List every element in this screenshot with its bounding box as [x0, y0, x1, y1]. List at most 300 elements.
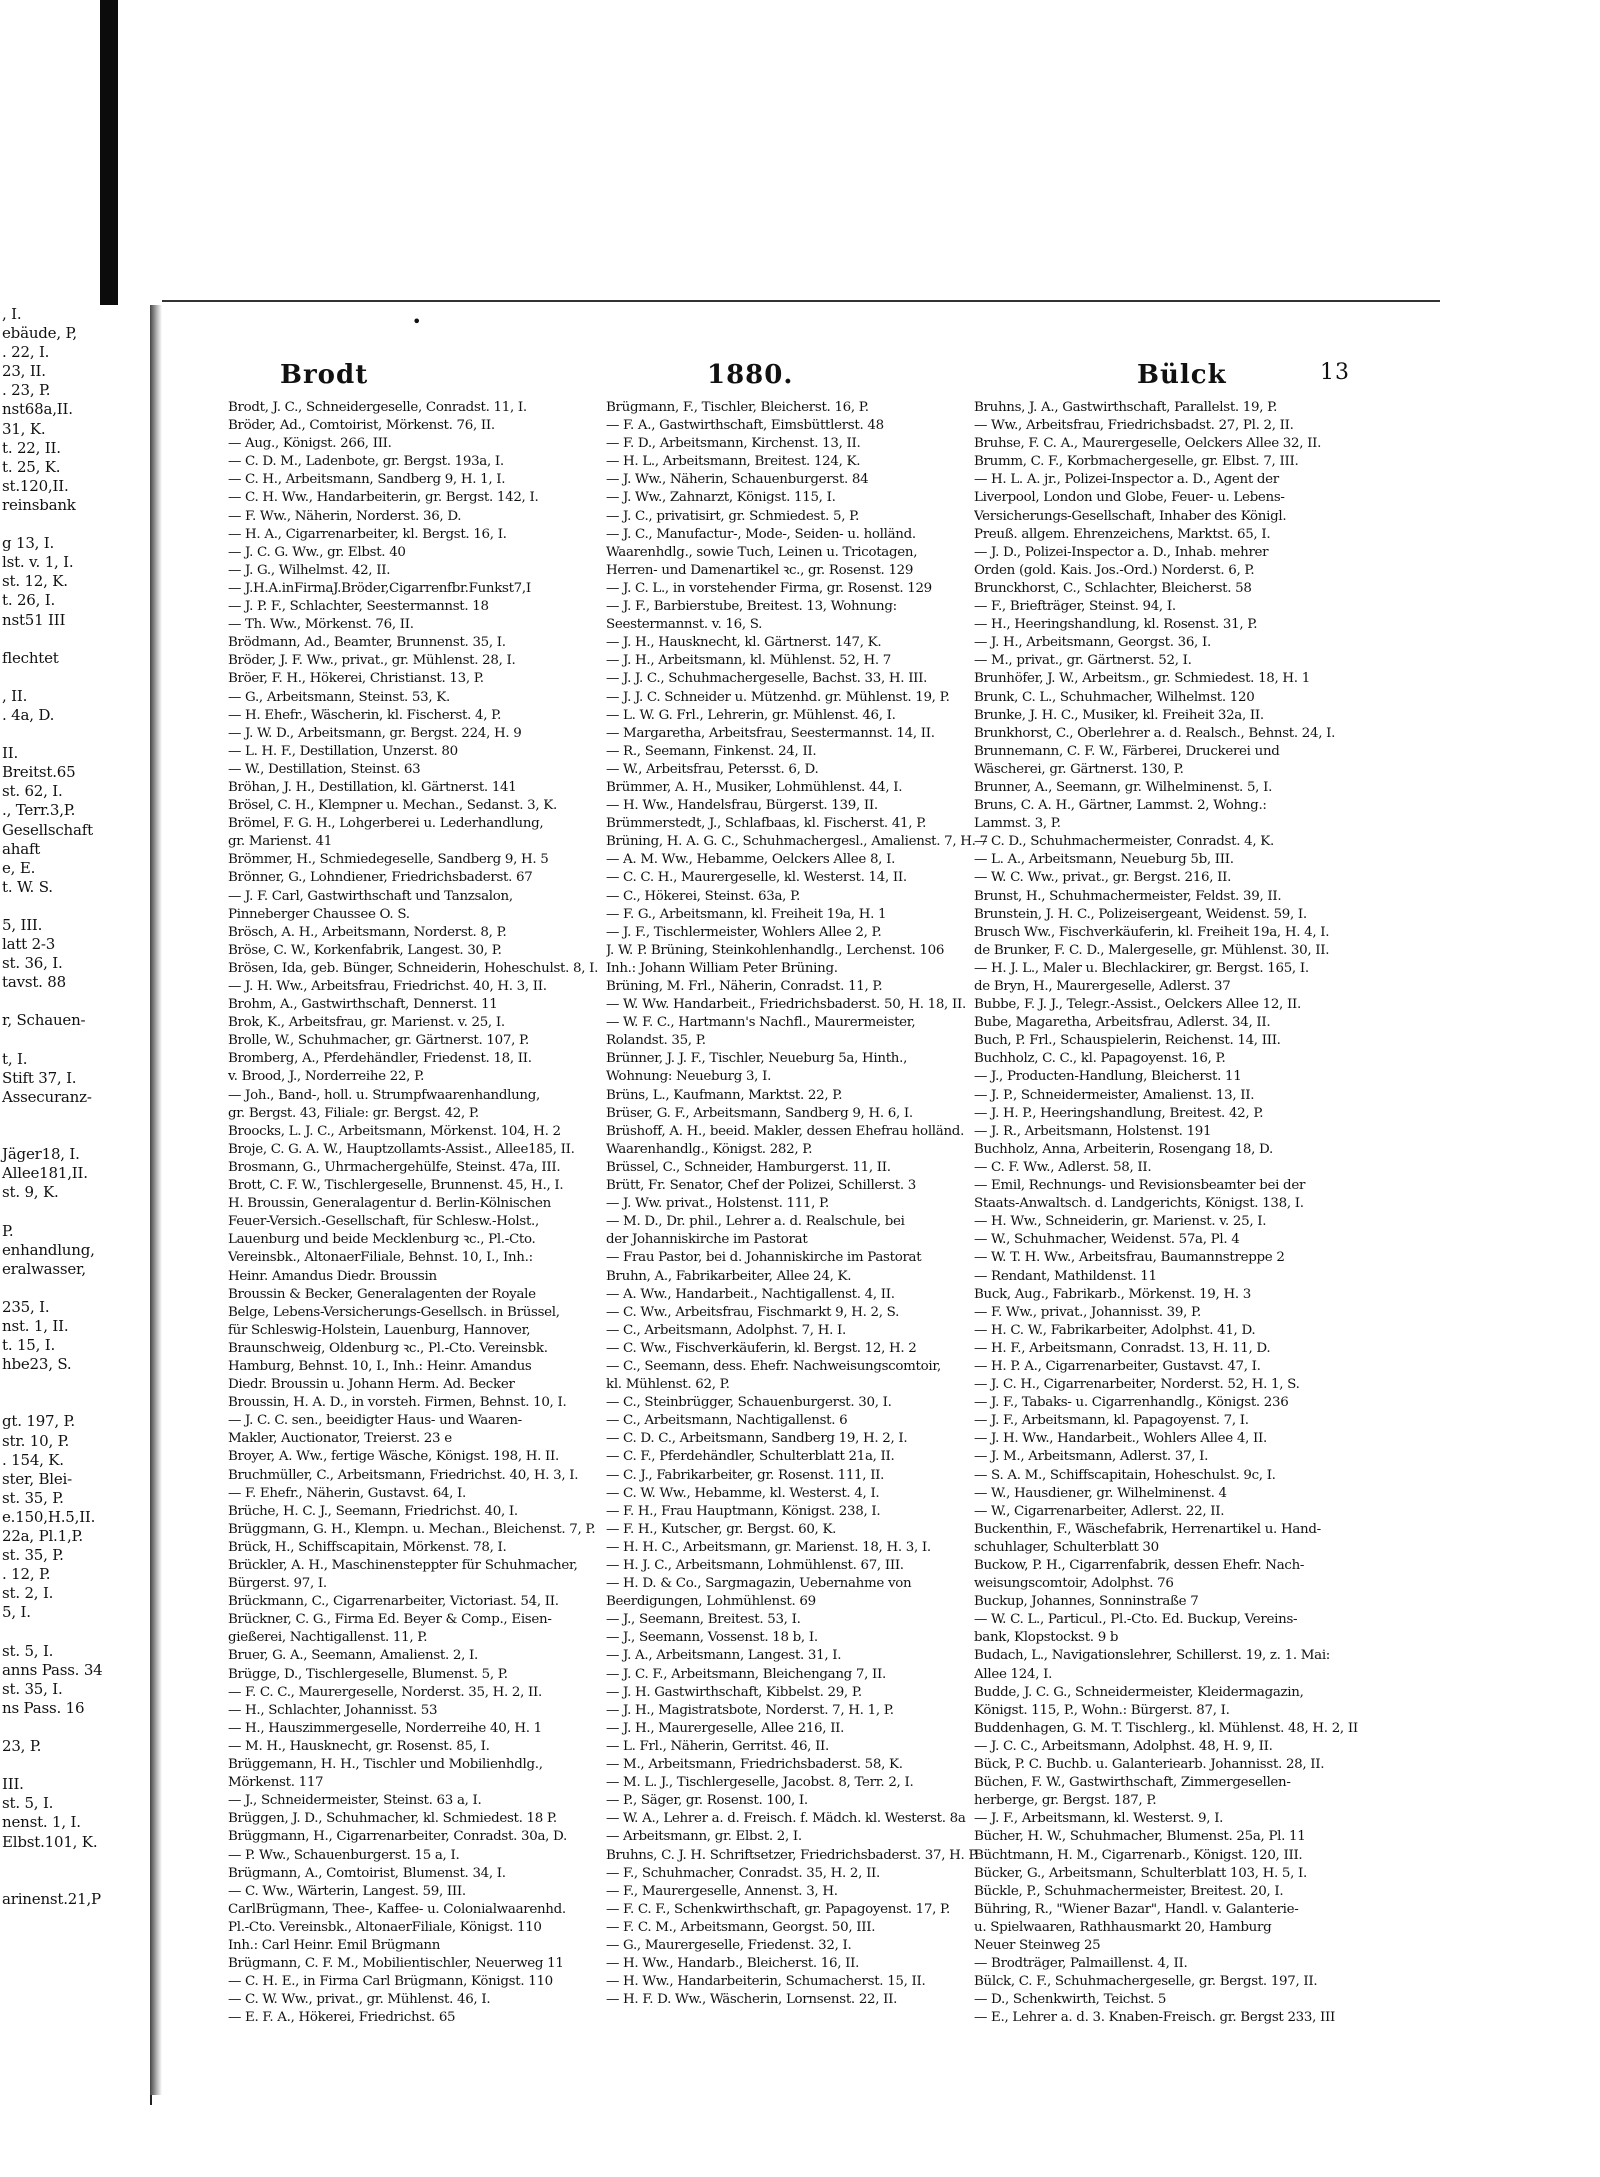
directory-entry: — Aug., Königst. 266, III. — [228, 436, 392, 452]
left-page-text-fragment: eralwasser, — [2, 1259, 86, 1278]
directory-entry: Bruhn, A., Fabrikarbeiter, Allee 24, K. — [606, 1268, 852, 1284]
directory-entry: — J. J. C. Schneider u. Mützenhd. gr. Mühlenst. 19, P. — [606, 689, 950, 705]
left-page-text-fragment: st. 9, K. — [2, 1183, 59, 1202]
directory-entry: Brügge, D., Tischlergeselle, Blumenst. 5, P. — [228, 1666, 508, 1682]
left-page-text-fragment: 31, K. — [2, 419, 46, 438]
directory-entry: — C., Hökerei, Steinst. 63a, P. — [606, 888, 801, 904]
directory-entry: weisungscomtoir, Adolphst. 76 — [974, 1576, 1174, 1592]
directory-entry: Seestermannst. v. 16, S. — [606, 617, 763, 633]
column-1 — [228, 399, 620, 2027]
directory-entry: Brödmann, Ad., Beamter, Brunnenst. 35, I. — [228, 635, 506, 651]
directory-entry: — C. D. C., Arbeitsmann, Sandberg 19, H. 2, I. — [606, 1431, 908, 1447]
directory-entry: — J. C. C. sen., beeidigter Haus- und Waaren- — [228, 1413, 522, 1429]
directory-entry: Brunst, H., Schuhmachermeister, Feldst. 39, II. — [974, 888, 1282, 904]
directory-entry: Waarenhandlg., Königst. 282, P. — [606, 1141, 813, 1157]
left-page-text-fragment: st. 35, I. — [2, 1679, 63, 1698]
directory-entry: Brüshoff, A. H., beeid. Makler, dessen Ehefrau holländ. — [606, 1123, 965, 1139]
left-page-text-fragment: st. 2, I. — [2, 1584, 54, 1603]
directory-entry: für Schleswig-Holstein, Lauenburg, Hannover, — [228, 1322, 531, 1338]
directory-entry: — J. P. F., Schlachter, Seestermannst. 18 — [228, 599, 489, 615]
directory-entry: Beerdigungen, Lohmühlenst. 69 — [606, 1594, 816, 1610]
left-page-text-fragment: Breitst.65 — [2, 763, 76, 782]
left-page-fragment — [0, 305, 152, 2105]
directory-entry: — Arbeitsmann, gr. Elbst. 2, I. — [606, 1829, 802, 1845]
directory-entry: — J. Ww. privat., Holstenst. 111, P. — [606, 1196, 830, 1212]
directory-entry: Bück, P. C. Buchb. u. Galanteriearb. Johannisst. 28, II. — [974, 1757, 1325, 1773]
directory-entry: — J. A., Arbeitsmann, Langest. 31, I. — [606, 1648, 842, 1664]
left-page-text-fragment: st. 35, P. — [2, 1488, 64, 1507]
directory-entry: Inh.: Johann William Peter Brüning. — [606, 960, 838, 976]
directory-entry: Staats-Anwaltsch. d. Landgerichts, Königst. 138, I. — [974, 1196, 1304, 1212]
directory-entry: — C. W. Ww., privat., gr. Mühlenst. 46, I. — [228, 1992, 491, 2008]
directory-entry: Brösen, Ida, geb. Bünger, Schneiderin, Hoheschulst. 8, I. — [228, 960, 599, 976]
left-page-text-fragment: st. 5, I. — [2, 1641, 54, 1660]
directory-entry: Brunstein, J. H. C., Polizeisergeant, Weidenst. 59, I. — [974, 906, 1307, 922]
directory-entry: bank, Klopstockst. 9 b — [974, 1630, 1119, 1646]
directory-entry: — J. C. H., Cigarrenarbeiter, Norderst. 52, H. 1, S. — [974, 1377, 1300, 1393]
directory-entry: — H. F., Arbeitsmann, Conradst. 13, H. 11, D. — [974, 1340, 1271, 1356]
left-page-text-fragment: e.150,H.5,II. — [2, 1507, 96, 1526]
binding-edge — [100, 0, 118, 310]
directory-entry: Bruhns, J. A., Gastwirthschaft, Parallelst. 19, P. — [974, 400, 1278, 415]
left-page-text-fragment: st. 12, K. — [2, 572, 68, 591]
directory-entry: — W. T. H. Ww., Arbeitsfrau, Baumannstreppe 2 — [974, 1250, 1285, 1266]
directory-entry: — H., Heeringshandlung, kl. Rosenst. 31, P. — [974, 617, 1258, 633]
directory-entry: gr. Marienst. 41 — [228, 834, 332, 850]
directory-entry: herberge, gr. Bergst. 187, P. — [974, 1793, 1157, 1809]
directory-entry: — C. D., Schuhmachermeister, Conradst. 4, K. — [974, 834, 1274, 850]
left-page-text-fragment — [0, 1279, 150, 1298]
directory-entry: Brösel, C. H., Klempner u. Mechan., Sedanst. 3, K. — [228, 798, 557, 814]
left-page-text-fragment: st.120,II. — [2, 476, 69, 495]
directory-entry: — J. H., Maurergeselle, Allee 216, II. — [606, 1720, 845, 1736]
directory-entry: — W. C. L., Particul., Pl.-Cto. Ed. Buckup, Vereins- — [974, 1612, 1298, 1628]
directory-entry: Pl.-Cto. Vereinsbk., AltonaerFiliale, Königst. 110 — [228, 1919, 542, 1935]
directory-entry: — Rendant, Mathildenst. 11 — [974, 1268, 1157, 1284]
directory-entry: Büchen, F. W., Gastwirthschaft, Zimmergesellen- — [974, 1775, 1291, 1791]
directory-entry: Brüche, H. C. J., Seemann, Friedrichst. 40, I. — [228, 1503, 518, 1519]
directory-entry: — W., Destillation, Steinst. 63 — [228, 761, 421, 777]
directory-entry: — G., Arbeitsmann, Steinst. 53, K. — [228, 689, 450, 705]
left-page-text-fragment — [0, 897, 150, 916]
left-page-text-fragment — [0, 1622, 150, 1641]
directory-entry: — F. G., Arbeitsmann, kl. Freiheit 19a, H. 1 — [606, 906, 887, 922]
directory-entry: Bromberg, A., Pferdehändler, Friedenst. 18, II. — [228, 1051, 532, 1067]
directory-entry: — J. H., Magistratsbote, Norderst. 7, H. 1, P. — [606, 1702, 894, 1718]
directory-entry: — J. P., Schneidermeister, Amalienst. 13, II. — [974, 1087, 1255, 1103]
left-page-text-fragment: t. 26, I. — [2, 591, 56, 610]
directory-entry: Brömel, F. G. H., Lohgerberei u. Lederhandlung, — [228, 816, 544, 832]
directory-entry: Brüggen, J. D., Schuhmacher, kl. Schmiedest. 18 P. — [228, 1811, 557, 1827]
directory-entry: Bubbe, F. J. J., Telegr.-Assist., Oelckers Allee 12, II. — [974, 997, 1301, 1013]
directory-entry: H. Broussin, Generalagentur d. Berlin-Kölnischen — [228, 1196, 551, 1212]
directory-entry: — J. Ww., Zahnarzt, Königst. 115, I. — [606, 490, 836, 506]
directory-entry: Bröhan, J. H., Destillation, kl. Gärtnerst. 141 — [228, 779, 517, 795]
directory-entry: Buchholz, C. C., kl. Papagoyenst. 16, P. — [974, 1051, 1226, 1067]
directory-entry: — H. L., Arbeitsmann, Breitest. 124, K. — [606, 454, 861, 470]
directory-entry: — J. R., Arbeitsmann, Holstenst. 191 — [974, 1123, 1212, 1139]
directory-entry: — C., Steinbrügger, Schauenburgerst. 30, I. — [606, 1395, 892, 1411]
directory-entry: Brohm, A., Gastwirthschaft, Dennerst. 11 — [228, 997, 498, 1013]
directory-entry: — J. G., Wilhelmst. 42, II. — [228, 562, 391, 578]
directory-entry: Brückner, C. G., Firma Ed. Beyer & Comp., Eisen- — [228, 1612, 552, 1628]
page-mark: • — [412, 312, 422, 331]
directory-entry: — H. C. W., Fabrikarbeiter, Adolphst. 41, D. — [974, 1322, 1256, 1338]
left-page-text-fragment: . 22, I. — [2, 343, 50, 362]
directory-entry: — J. H., Arbeitsmann, kl. Mühlenst. 52, H. 7 — [606, 653, 892, 669]
directory-entry: Brüggmann, G. H., Klempn. u. Mechan., Bleichenst. 7, P. — [228, 1521, 596, 1537]
left-page-text-fragment: t, I. — [2, 1049, 28, 1068]
directory-entry: Lammst. 3, P. — [974, 816, 1061, 832]
left-page-text-fragment: hbe23, S. — [2, 1355, 72, 1374]
directory-entry: Budde, J. C. G., Schneidermeister, Kleidermagazin, — [974, 1684, 1304, 1700]
directory-entry: — W., Arbeitsfrau, Petersst. 6, D. — [606, 761, 819, 777]
left-page-text-fragment: t. 22, II. — [2, 438, 61, 457]
left-page-text-fragment: Stift 37, I. — [2, 1068, 77, 1087]
directory-entry: — F. Ehefr., Näherin, Gustavst. 64, I. — [228, 1485, 466, 1501]
directory-entry: — F. C. M., Arbeitsmann, Georgst. 50, III. — [606, 1919, 876, 1935]
directory-entry: — P. Ww., Schauenburgerst. 15 a, I. — [228, 1847, 460, 1863]
left-page-text-fragment: lst. v. 1, I. — [2, 553, 74, 572]
directory-entry: — A. M. Ww., Hebamme, Oelckers Allee 8, I. — [606, 852, 896, 868]
directory-entry: Bückle, P., Schuhmachermeister, Breitest. 20, I. — [974, 1883, 1284, 1899]
directory-entry: — H. J. L., Maler u. Blechlackirer, gr. Bergst. 165, I. — [974, 960, 1309, 976]
directory-entry: Brunnemann, C. F. W., Färberei, Druckerei und — [974, 743, 1280, 759]
directory-entry: Makler, Auctionator, Treierst. 23 e — [228, 1431, 452, 1447]
directory-entry: — L. W. G. Frl., Lehrerin, gr. Mühlenst. 46, I. — [606, 707, 896, 723]
left-page-text-fragment: , II. — [2, 686, 28, 705]
left-page-text-fragment: arinenst.21,P — [2, 1889, 101, 1908]
directory-entry: — F., Maurergeselle, Annenst. 3, H. — [606, 1883, 838, 1899]
left-page-text-fragment: gt. 197, P. — [2, 1412, 75, 1431]
left-page-text-fragment: st. 62, I. — [2, 782, 63, 801]
directory-entry: Broussin, H. A. D., in vorsteh. Firmen, Behnst. 10, I. — [228, 1395, 567, 1411]
left-page-text-fragment — [0, 630, 150, 649]
directory-entry: — J. D., Polizei-Inspector a. D., Inhab. mehrer — [974, 544, 1269, 560]
directory-entry: Bücher, H. W., Schuhmacher, Blumenst. 25a, Pl. 11 — [974, 1829, 1306, 1845]
left-page-text-fragment: . 154, K. — [2, 1450, 64, 1469]
directory-entry: — H. A., Cigarrenarbeiter, kl. Bergst. 16, I. — [228, 526, 507, 542]
directory-entry: Rolandst. 35, P. — [606, 1033, 706, 1049]
directory-entry: — H., Hauszimmergeselle, Norderreihe 40, H. 1 — [228, 1720, 542, 1736]
directory-entry: Bruhse, F. C. A., Maurergeselle, Oelckers Allee 32, II. — [974, 436, 1322, 452]
directory-entry: Buchholz, Anna, Arbeiterin, Rosengang 18, D. — [974, 1141, 1273, 1157]
left-page-text-fragment: t. 15, I. — [2, 1336, 56, 1355]
directory-entry: — J. C., privatisirt, gr. Schmiedest. 5, P. — [606, 508, 860, 524]
directory-entry: Brott, C. F. W., Tischlergeselle, Brunnenst. 45, H., I. — [228, 1178, 564, 1194]
directory-entry: — D., Schenkwirth, Teichst. 5 — [974, 1992, 1167, 2008]
column-3 — [974, 399, 1396, 2027]
left-page-text-fragment: , I. — [2, 305, 22, 323]
directory-entry: — C. Ww., Arbeitsfrau, Fischmarkt 9, H. 2, S. — [606, 1304, 900, 1320]
directory-entry: Brügmann, F., Tischler, Bleicherst. 16, P. — [606, 400, 869, 415]
column-2 — [606, 399, 998, 2009]
directory-entry: — J. F., Barbierstube, Breitest. 13, Wohnung: — [606, 599, 897, 615]
left-page-text-fragment: t. 25, K. — [2, 457, 61, 476]
directory-entry: — F. H., Frau Hauptmann, Königst. 238, I. — [606, 1503, 881, 1519]
directory-page — [162, 300, 1440, 2102]
directory-entry: Brunke, J. H. C., Musiker, kl. Freiheit 32a, II. — [974, 707, 1264, 723]
directory-entry: Bruhns, C. J. H. Schriftsetzer, Friedrichsbaderst. 37, H. P. — [606, 1847, 979, 1863]
page-number: 13 — [1320, 360, 1350, 385]
directory-entry: Brumm, C. F., Korbmachergeselle, gr. Elbst. 7, III. — [974, 454, 1299, 470]
directory-entry: Buck, Aug., Fabrikarb., Mörkenst. 19, H. 3 — [974, 1286, 1251, 1302]
directory-entry: Brolle, W., Schuhmacher, gr. Gärtnerst. 107, P. — [228, 1033, 529, 1049]
left-page-text-fragment: t. W. S. — [2, 877, 53, 896]
directory-entry: Lauenburg und beide Mecklenburg ꝛc., Pl.-Cto. — [228, 1232, 536, 1248]
directory-entry: — Margaretha, Arbeitsfrau, Seestermannst. 14, II. — [606, 725, 935, 741]
directory-entry: Broussin & Becker, Generalagenten der Royale — [228, 1286, 536, 1302]
directory-entry: — Emil, Rechnungs- und Revisionsbeamter bei der — [974, 1178, 1306, 1194]
left-page-text-fragment: Allee181,II. — [2, 1164, 88, 1183]
left-page-text-fragment: Gesellschaft — [2, 820, 93, 839]
left-page-text-fragment — [0, 1031, 150, 1050]
directory-entry: Mörkenst. 117 — [228, 1775, 324, 1791]
directory-entry: — C. C. H., Maurergeselle, kl. Westerst. 14, II. — [606, 870, 907, 886]
directory-entry: — J., Schneidermeister, Steinst. 63 a, I. — [228, 1793, 482, 1809]
directory-entry: Brückmann, C., Cigarrenarbeiter, Victoriast. 54, II. — [228, 1594, 559, 1610]
directory-entry: — C., Arbeitsmann, Adolphst. 7, H. I. — [606, 1322, 846, 1338]
left-page-text-fragment: g 13, I. — [2, 534, 55, 553]
left-page-text-fragment: enhandlung, — [2, 1240, 95, 1259]
directory-entry: — J. C. C., Arbeitsmann, Adolphst. 48, H. 9, II. — [974, 1738, 1273, 1754]
directory-entry: — G., Maurergeselle, Friedenst. 32, I. — [606, 1937, 852, 1953]
directory-entry: Bröder, J. F. Ww., privat., gr. Mühlenst. 28, I. — [228, 653, 516, 669]
directory-entry: — H. Ww., Handarb., Bleicherst. 16, II. — [606, 1956, 860, 1972]
directory-entry: Brütt, Fr. Senator, Chef der Polizei, Schillerst. 3 — [606, 1178, 916, 1194]
left-page-text-fragment: ahaft — [2, 839, 41, 858]
left-page-text-fragment — [0, 1756, 150, 1775]
directory-entry: — M. L. J., Tischlergeselle, Jacobst. 8, Terr. 2, I. — [606, 1775, 914, 1791]
left-page-text-fragment — [0, 992, 150, 1011]
directory-entry: — H. Ehefr., Wäscherin, kl. Fischerst. 4, P. — [228, 707, 502, 723]
directory-entry: — H. P. A., Cigarrenarbeiter, Gustavst. 47, I. — [974, 1358, 1261, 1374]
directory-entry: Buddenhagen, G. M. T. Tischlerg., kl. Mühlenst. 48, H. 2, II — [974, 1720, 1358, 1736]
directory-entry: Brüning, H. A. G. C., Schuhmachergesl., Amalienst. 7, H. 7 — [606, 834, 988, 850]
directory-entry: — F. D., Arbeitsmann, Kirchenst. 13, II. — [606, 436, 861, 452]
directory-entry: — L. A., Arbeitsmann, Neueburg 5b, III. — [974, 852, 1234, 868]
directory-entry: — C., Seemann, dess. Ehefr. Nachweisungscomtoir, — [606, 1358, 941, 1374]
directory-entry: — C. H., Arbeitsmann, Sandberg 9, H. 1, I. — [228, 472, 506, 488]
directory-entry: — Ww., Arbeitsfrau, Friedrichsbadst. 27, Pl. 2, II. — [974, 418, 1294, 434]
directory-entry: — F. A., Gastwirthschaft, Eimsbüttlerst. 48 — [606, 418, 884, 434]
directory-entry: — H. H. C., Arbeitsmann, gr. Marienst. 18, H. 3, I. — [606, 1539, 931, 1555]
directory-entry: — C. F. Ww., Adlerst. 58, II. — [974, 1159, 1152, 1175]
left-page-text-fragment: e, E. — [2, 858, 36, 877]
directory-entry: Feuer-Versich.-Gesellschaft, für Schlesw.-Holst., — [228, 1214, 539, 1230]
directory-entry: — J. C. F., Arbeitsmann, Bleichengang 7, II. — [606, 1666, 886, 1682]
left-page-text-fragment — [0, 515, 150, 534]
left-page-text-fragment — [0, 1852, 150, 1871]
left-page-text-fragment: nst68a,II. — [2, 400, 73, 419]
directory-entry: Brosmann, G., Uhrmachergehülfe, Steinst. 47a, III. — [228, 1159, 561, 1175]
left-page-text-fragment: 22a, Pl.1,P. — [2, 1527, 83, 1545]
directory-entry: Preuß. allgem. Ehrenzeichens, Marktst. 65, I. — [974, 526, 1271, 542]
directory-entry: — H. D. & Co., Sargmagazin, Uebernahme von — [606, 1576, 912, 1592]
left-page-text-fragment — [0, 725, 150, 744]
directory-entry: — C. W. Ww., Hebamme, kl. Westerst. 4, I. — [606, 1485, 880, 1501]
directory-entry: — J. W. D., Arbeitsmann, gr. Bergst. 224, H. 9 — [228, 725, 522, 741]
left-page-text-fragment: flechtet — [2, 648, 59, 667]
directory-entry: — W., Hausdiener, gr. Wilhelminenst. 4 — [974, 1485, 1227, 1501]
directory-entry: Brünner, J. J. F., Tischler, Neueburg 5a, Hinth., — [606, 1051, 908, 1067]
directory-entry: Brunner, A., Seemann, gr. Wilhelminenst. 5, I. — [974, 779, 1273, 795]
directory-entry: — Th. Ww., Mörkenst. 76, II. — [228, 617, 414, 633]
directory-entry: — R., Seemann, Finkenst. 24, II. — [606, 743, 817, 759]
directory-entry: — F. C. C., Maurergeselle, Norderst. 35, H. 2, II. — [228, 1684, 542, 1700]
left-page-text-fragment: nst. 1, II. — [2, 1316, 69, 1335]
directory-entry: schuhlager, Schulterblatt 30 — [974, 1539, 1159, 1555]
directory-entry: Diedr. Broussin u. Johann Herm. Ad. Becker — [228, 1377, 515, 1393]
directory-entry: — Joh., Band-, holl. u. Strumpfwaarenhandlung, — [228, 1087, 540, 1103]
directory-entry: — H. L. A. jr., Polizei-Inspector a. D., Agent der — [974, 472, 1279, 488]
left-page-text-fragment: Jäger18, I. — [2, 1145, 80, 1164]
directory-entry: — J. F., Tabaks- u. Cigarrenhandlg., Königst. 236 — [974, 1395, 1289, 1411]
directory-entry: — W. F. C., Hartmann's Nachfl., Maurermeister, — [606, 1015, 916, 1031]
directory-entry: Buckow, P. H., Cigarrenfabrik, dessen Ehefr. Nach- — [974, 1558, 1305, 1573]
left-page-text-fragment — [0, 1374, 150, 1393]
directory-entry: — J. F., Arbeitsmann, kl. Westerst. 9, I. — [974, 1811, 1224, 1827]
directory-entry: — J. F. Carl, Gastwirthschaft und Tanzsalon, — [228, 888, 513, 904]
directory-entry: Brüns, L., Kaufmann, Marktst. 22, P. — [606, 1087, 843, 1103]
directory-entry: Versicherungs-Gesellschaft, Inhaber des Königl. — [974, 508, 1287, 524]
directory-entry: — W. C. Ww., privat., gr. Bergst. 216, II. — [974, 870, 1232, 886]
left-page-text-fragment: st. 35, P. — [2, 1546, 64, 1565]
directory-entry: Buckenthin, F., Wäschefabrik, Herrenartikel u. Hand- — [974, 1521, 1321, 1537]
directory-entry: — W., Cigarrenarbeiter, Adlerst. 22, II. — [974, 1503, 1225, 1519]
left-page-text-fragment: r, Schauen- — [2, 1011, 86, 1030]
directory-entry: Bürgerst. 97, I. — [228, 1576, 327, 1592]
directory-entry: Pinneberger Chaussee O. S. — [228, 906, 410, 922]
directory-entry: Brösch, A. H., Arbeitsmann, Norderst. 8, P. — [228, 924, 507, 940]
directory-entry: Allee 124, I. — [974, 1666, 1053, 1682]
directory-entry: der Johanniskirche im Pastorat — [606, 1232, 808, 1248]
directory-entry: Belge, Lebens-Versicherungs-Gesellsch. in Brüssel, — [228, 1304, 560, 1320]
directory-entry: Heinr. Amandus Diedr. Broussin — [228, 1268, 437, 1284]
directory-entry: — J., Seemann, Breitest. 53, I. — [606, 1612, 801, 1628]
directory-entry: — F., Schuhmacher, Conradst. 35, H. 2, II. — [606, 1865, 881, 1881]
gutter-shadow — [150, 305, 162, 2095]
directory-entry: CarlBrügmann, Thee-, Kaffee- u. Colonialwaarenhd. — [228, 1901, 566, 1917]
directory-entry: — H. J. C., Arbeitsmann, Lohmühlenst. 67, III. — [606, 1558, 904, 1573]
directory-entry: Brunkhorst, C., Oberlehrer a. d. Realsch., Behnst. 24, I. — [974, 725, 1336, 741]
header-right-catchword: Bülck — [1137, 360, 1227, 390]
directory-entry: Liverpool, London und Globe, Feuer- u. Lebens- — [974, 490, 1285, 506]
directory-entry: Brüssel, C., Schneider, Hamburgerst. 11, II. — [606, 1159, 891, 1175]
directory-entry: — L. Frl., Näherin, Gerritst. 46, II. — [606, 1738, 830, 1754]
directory-entry: kl. Mühlenst. 62, P. — [606, 1377, 730, 1393]
directory-entry: — E. F. A., Hökerei, Friedrichst. 65 — [228, 2010, 456, 2026]
running-header — [162, 360, 1440, 390]
directory-entry: Bruns, C. A. H., Gärtner, Lammst. 2, Wohng.: — [974, 798, 1267, 814]
directory-entry: Buch, P. Frl., Schauspielerin, Reichenst. 14, III. — [974, 1033, 1281, 1049]
directory-entry: Büchtmann, H. M., Cigarrenarb., Königst. 120, III. — [974, 1847, 1303, 1863]
directory-entry: Budach, L., Navigationslehrer, Schillerst. 19, z. 1. Mai: — [974, 1648, 1331, 1664]
directory-entry: — E., Lehrer a. d. 3. Knaben-Freisch. gr. Bergst 233, III — [974, 2010, 1335, 2026]
directory-entry: — J. F., Arbeitsmann, kl. Papagoyenst. 7, I. — [974, 1413, 1249, 1429]
left-page-text-fragment — [0, 1202, 150, 1221]
left-page-text-fragment: ebäude, P, — [2, 324, 77, 343]
directory-entry: v. Brood, J., Norderreihe 22, P. — [228, 1069, 425, 1085]
left-page-text-fragment: ., Terr.3,P. — [2, 801, 76, 820]
directory-entry: — S. A. M., Schiffscapitain, Hoheschulst. 9c, I. — [974, 1467, 1276, 1483]
directory-entry: — J. C., Manufactur-, Mode-, Seiden- u. holländ. — [606, 526, 916, 542]
directory-entry: — J. H. Gastwirthschaft, Kibbelst. 29, P. — [606, 1684, 862, 1700]
directory-entry: — Frau Pastor, bei d. Johanniskirche im Pastorat — [606, 1250, 922, 1266]
directory-entry: Buckup, Johannes, Sonninstraße 7 — [974, 1594, 1199, 1610]
directory-entry: Brusch Ww., Fischverkäuferin, kl. Freiheit 19a, H. 4, I. — [974, 924, 1330, 940]
directory-entry: Brüning, M. Frl., Näherin, Conradst. 11, P. — [606, 979, 883, 994]
directory-entry: Brüggemann, H. H., Tischler und Mobilienhdlg., — [228, 1757, 543, 1773]
left-page-text-fragment — [0, 1107, 150, 1126]
left-page-text-fragment: 23, P. — [2, 1737, 42, 1756]
directory-entry: Brüggmann, H., Cigarrenarbeiter, Conradst. 30a, D. — [228, 1829, 567, 1845]
directory-entry: — C. J., Fabrikarbeiter, gr. Rosenst. 111, II. — [606, 1467, 885, 1483]
directory-entry: Brümmerstedt, J., Schlafbaas, kl. Fischerst. 41, P. — [606, 816, 927, 832]
directory-entry: de Bryn, H., Maurergeselle, Adlerst. 37 — [974, 979, 1231, 994]
left-page-text-fragment: nst51 III — [2, 610, 66, 629]
directory-entry: — C. H. E., in Firma Carl Brügmann, Königst. 110 — [228, 1974, 553, 1990]
left-page-text-fragment: reinsbank — [2, 495, 76, 514]
directory-entry: — J.H.A.inFirmaJ.Bröder,Cigarrenfbr.Funkst7,I — [228, 580, 531, 596]
directory-entry: — C. D. M., Ladenbote, gr. Bergst. 193a, I. — [228, 454, 504, 470]
directory-entry: de Brunker, F. C. D., Malergeselle, gr. Mühlenst. 30, II. — [974, 942, 1330, 958]
directory-entry: Bühring, R., "Wiener Bazar", Handl. v. Galanterie- — [974, 1901, 1299, 1917]
directory-entry: — C. H. Ww., Handarbeiterin, gr. Bergst. 142, I. — [228, 490, 539, 506]
left-page-text-fragment: 23, II. — [2, 362, 46, 381]
directory-entry: — J. H. Ww., Arbeitsfrau, Friedrichst. 40, H. 3, II. — [228, 979, 547, 994]
directory-entry: — F., Briefträger, Steinst. 94, I. — [974, 599, 1176, 615]
directory-entry: — J., Producten-Handlung, Bleicherst. 11 — [974, 1069, 1242, 1085]
left-page-text-fragment: P. — [2, 1221, 14, 1240]
directory-entry: — A. Ww., Handarbeit., Nachtigallenst. 4, II. — [606, 1286, 895, 1302]
directory-entry: Brügmann, A., Comtoirist, Blumenst. 34, I. — [228, 1865, 506, 1881]
directory-entry: — M. H., Hausknecht, gr. Rosenst. 85, I. — [228, 1738, 490, 1754]
directory-entry: Braunschweig, Oldenburg ꝛc., Pl.-Cto. Vereinsbk. — [228, 1340, 548, 1356]
directory-entry: — H. Ww., Handarbeiterin, Schumacherst. 15, II. — [606, 1974, 926, 1990]
directory-entry: — J. H. Ww., Handarbeit., Wohlers Allee 4, II. — [974, 1431, 1267, 1447]
directory-entry: Bube, Magaretha, Arbeitsfrau, Adlerst. 34, II. — [974, 1015, 1271, 1031]
directory-entry: u. Spielwaaren, Rathhausmarkt 20, Hamburg — [974, 1919, 1272, 1935]
header-year: 1880. — [707, 360, 794, 390]
left-page-text-fragment: latt 2-3 — [2, 935, 56, 954]
directory-entry: Waarenhdlg., sowie Tuch, Leinen u. Tricotagen, — [606, 544, 918, 560]
directory-entry: — W. Ww. Handarbeit., Friedrichsbaderst. 50, H. 18, II. — [606, 997, 966, 1013]
directory-entry: Brügmann, C. F. M., Mobilientischler, Neuerweg 11 — [228, 1956, 564, 1972]
left-page-text-fragment: II. — [2, 744, 19, 763]
directory-entry: — W., Schuhmacher, Weidenst. 57a, Pl. 4 — [974, 1232, 1240, 1248]
directory-entry: — J. C. G. Ww., gr. Elbst. 40 — [228, 544, 406, 560]
directory-entry: Bruer, G. A., Seemann, Amalienst. 2, I. — [228, 1648, 478, 1664]
directory-entry: gießerei, Nachtigallenst. 11, P. — [228, 1630, 428, 1646]
left-page-text-fragment: . 23, P. — [2, 381, 51, 400]
directory-entry: Inh.: Carl Heinr. Emil Brügmann — [228, 1937, 441, 1953]
directory-entry: — Brodträger, Palmaillenst. 4, II. — [974, 1956, 1188, 1972]
directory-entry: Hamburg, Behnst. 10, I., Inh.: Heinr. Amandus — [228, 1358, 532, 1374]
directory-entry: Broocks, L. J. C., Arbeitsmann, Mörkenst. 104, H. 2 — [228, 1123, 561, 1139]
directory-entry: — J. M., Arbeitsmann, Adlerst. 37, I. — [974, 1449, 1209, 1465]
directory-entry: — J. Ww., Näherin, Schauenburgerst. 84 — [606, 472, 869, 488]
header-left-catchword: Brodt — [280, 360, 369, 390]
directory-entry: Brüser, G. F., Arbeitsmann, Sandberg 9, H. 6, I. — [606, 1105, 913, 1121]
directory-entry: — H. Ww., Schneiderin, gr. Marienst. v. 25, I. — [974, 1214, 1267, 1230]
left-page-text-fragment: Elbst.101, K. — [2, 1832, 98, 1851]
directory-entry: Brück, H., Schiffscapitain, Mörkenst. 78, I. — [228, 1539, 507, 1555]
left-page-text-fragment: ster, Blei- — [2, 1469, 73, 1488]
directory-entry: — C. Ww., Wärterin, Langest. 59, III. — [228, 1883, 466, 1899]
directory-entry: Vereinsbk., AltonaerFiliale, Behnst. 10, I., Inh.: — [228, 1250, 533, 1266]
directory-entry: J. W. P. Brüning, Steinkohlenhandlg., Lerchenst. 106 — [606, 942, 945, 958]
